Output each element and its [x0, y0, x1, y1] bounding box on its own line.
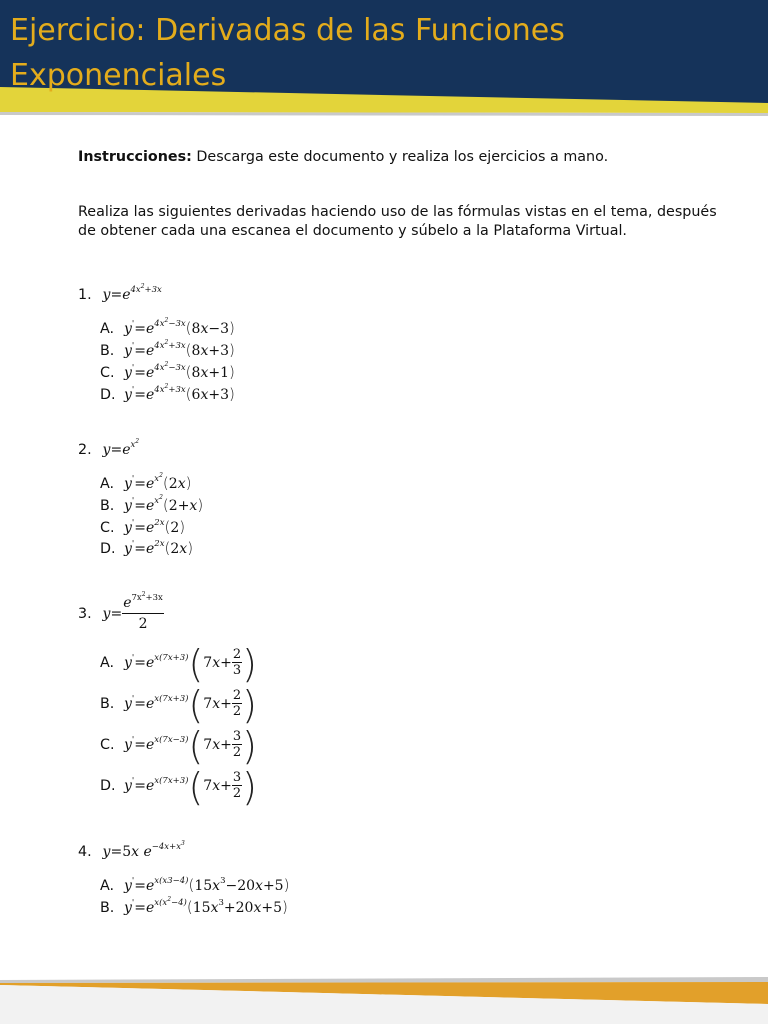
- instructions-label: Instrucciones:: [78, 149, 192, 165]
- exercise-number: 4.: [78, 844, 92, 860]
- option-letter: A.: [100, 476, 115, 492]
- option-letter: D.: [100, 387, 116, 403]
- page-title: Ejercicio: Derivadas de las Funciones Exponenciales: [10, 13, 565, 93]
- exercise-4-function: y=5x $e^{-4x+x^3}$: [102, 840, 185, 860]
- exercise-number: 1.: [78, 287, 92, 303]
- exercise-1-option-c: C. $y'=e^{4x^2-3x}(8x+1)$: [100, 361, 235, 381]
- exercise-3: [78, 593, 164, 634]
- exercise-1: [78, 283, 162, 305]
- footer-banner: [0, 970, 768, 1024]
- exercise-2-option-a: A. $y'=e^{x^2}(2x)$: [100, 472, 192, 492]
- exercise-1-option-b: B. $y'=e^{4x^2+3x}(8x+3)$: [100, 339, 235, 359]
- exercise-4-option-a: A. $y'=e^{x(x3-4)}(15x^3-20x+5)$: [100, 876, 290, 894]
- exercise-2: [78, 438, 140, 460]
- instructions-paragraph: Realiza las siguientes derivadas haciendo uso de las fórmulas vistas en el tema, después de obtener cada una escanea el documento y súbelo a la Plataforma Virtual.: [78, 204, 717, 239]
- option-letter: A.: [100, 321, 115, 337]
- instructions-line: [78, 148, 728, 167]
- instructions-text: Descarga este documento y realiza los ejercicios a mano.: [191, 149, 609, 165]
- exercise-1-option-a: A. $y'=e^{4x^2-3x}(8x-3)$: [100, 317, 235, 337]
- exercise-3-option-c: C. $y'=e^{x(7x-3)}(7x+$ $\frac{3}{2}$ ): [100, 724, 257, 768]
- exercise-1-function: $y=e^{4x^2+3x}$: [102, 283, 162, 303]
- exercise-number: 3.: [78, 605, 92, 622]
- exercise-3-option-d: D. $y'=e^{x(7x+3)}(7x+$ $\frac{3}{2}$ ): [100, 765, 257, 809]
- option-letter: C.: [100, 737, 115, 753]
- option-letter: B.: [100, 696, 115, 712]
- page-footer: [0, 970, 768, 1024]
- exercise-3-option-b: B. $y'=e^{x(7x+3)}(7x+$ $\frac{2}{2}$ ): [100, 683, 257, 727]
- option-letter: A.: [100, 655, 115, 671]
- option-letter: B.: [100, 343, 115, 359]
- option-letter: D.: [100, 778, 116, 794]
- exercise-1-option-d: D. $y'=e^{4x^2+3x}(6x+3)$: [100, 383, 235, 403]
- exercise-number: 2.: [78, 442, 92, 458]
- exercise-2-option-d: D. $y'=e^{2x}(2x)$: [100, 539, 194, 557]
- option-letter: B.: [100, 900, 115, 916]
- option-letter: B.: [100, 498, 115, 514]
- exercise-3-option-a: A. $y'=e^{x(7x+3)}(7x+$ $\frac{2}{3}$ ): [100, 642, 257, 686]
- document-body: [78, 148, 728, 916]
- exercise-4: [78, 840, 185, 862]
- option-letter: C.: [100, 365, 115, 381]
- exercise-2-function: $y=e^{x^2}$: [102, 438, 140, 458]
- option-letter: C.: [100, 520, 115, 536]
- option-letter: A.: [100, 878, 115, 894]
- exercise-2-option-b: B. $y'=e^{x^2}(2+x)$: [100, 494, 204, 514]
- option-letter: D.: [100, 541, 116, 557]
- page-header: [0, 0, 768, 118]
- exercise-4-option-b: B. $y'=e^{x(x^2-4)}(15x^3+20x+5)$: [100, 896, 288, 916]
- exercise-3-function: y= $\frac{e^{7x^2+3x}}{2}$: [102, 591, 163, 632]
- exercise-2-option-c: C. $y'=e^{2x}(2)$: [100, 518, 186, 536]
